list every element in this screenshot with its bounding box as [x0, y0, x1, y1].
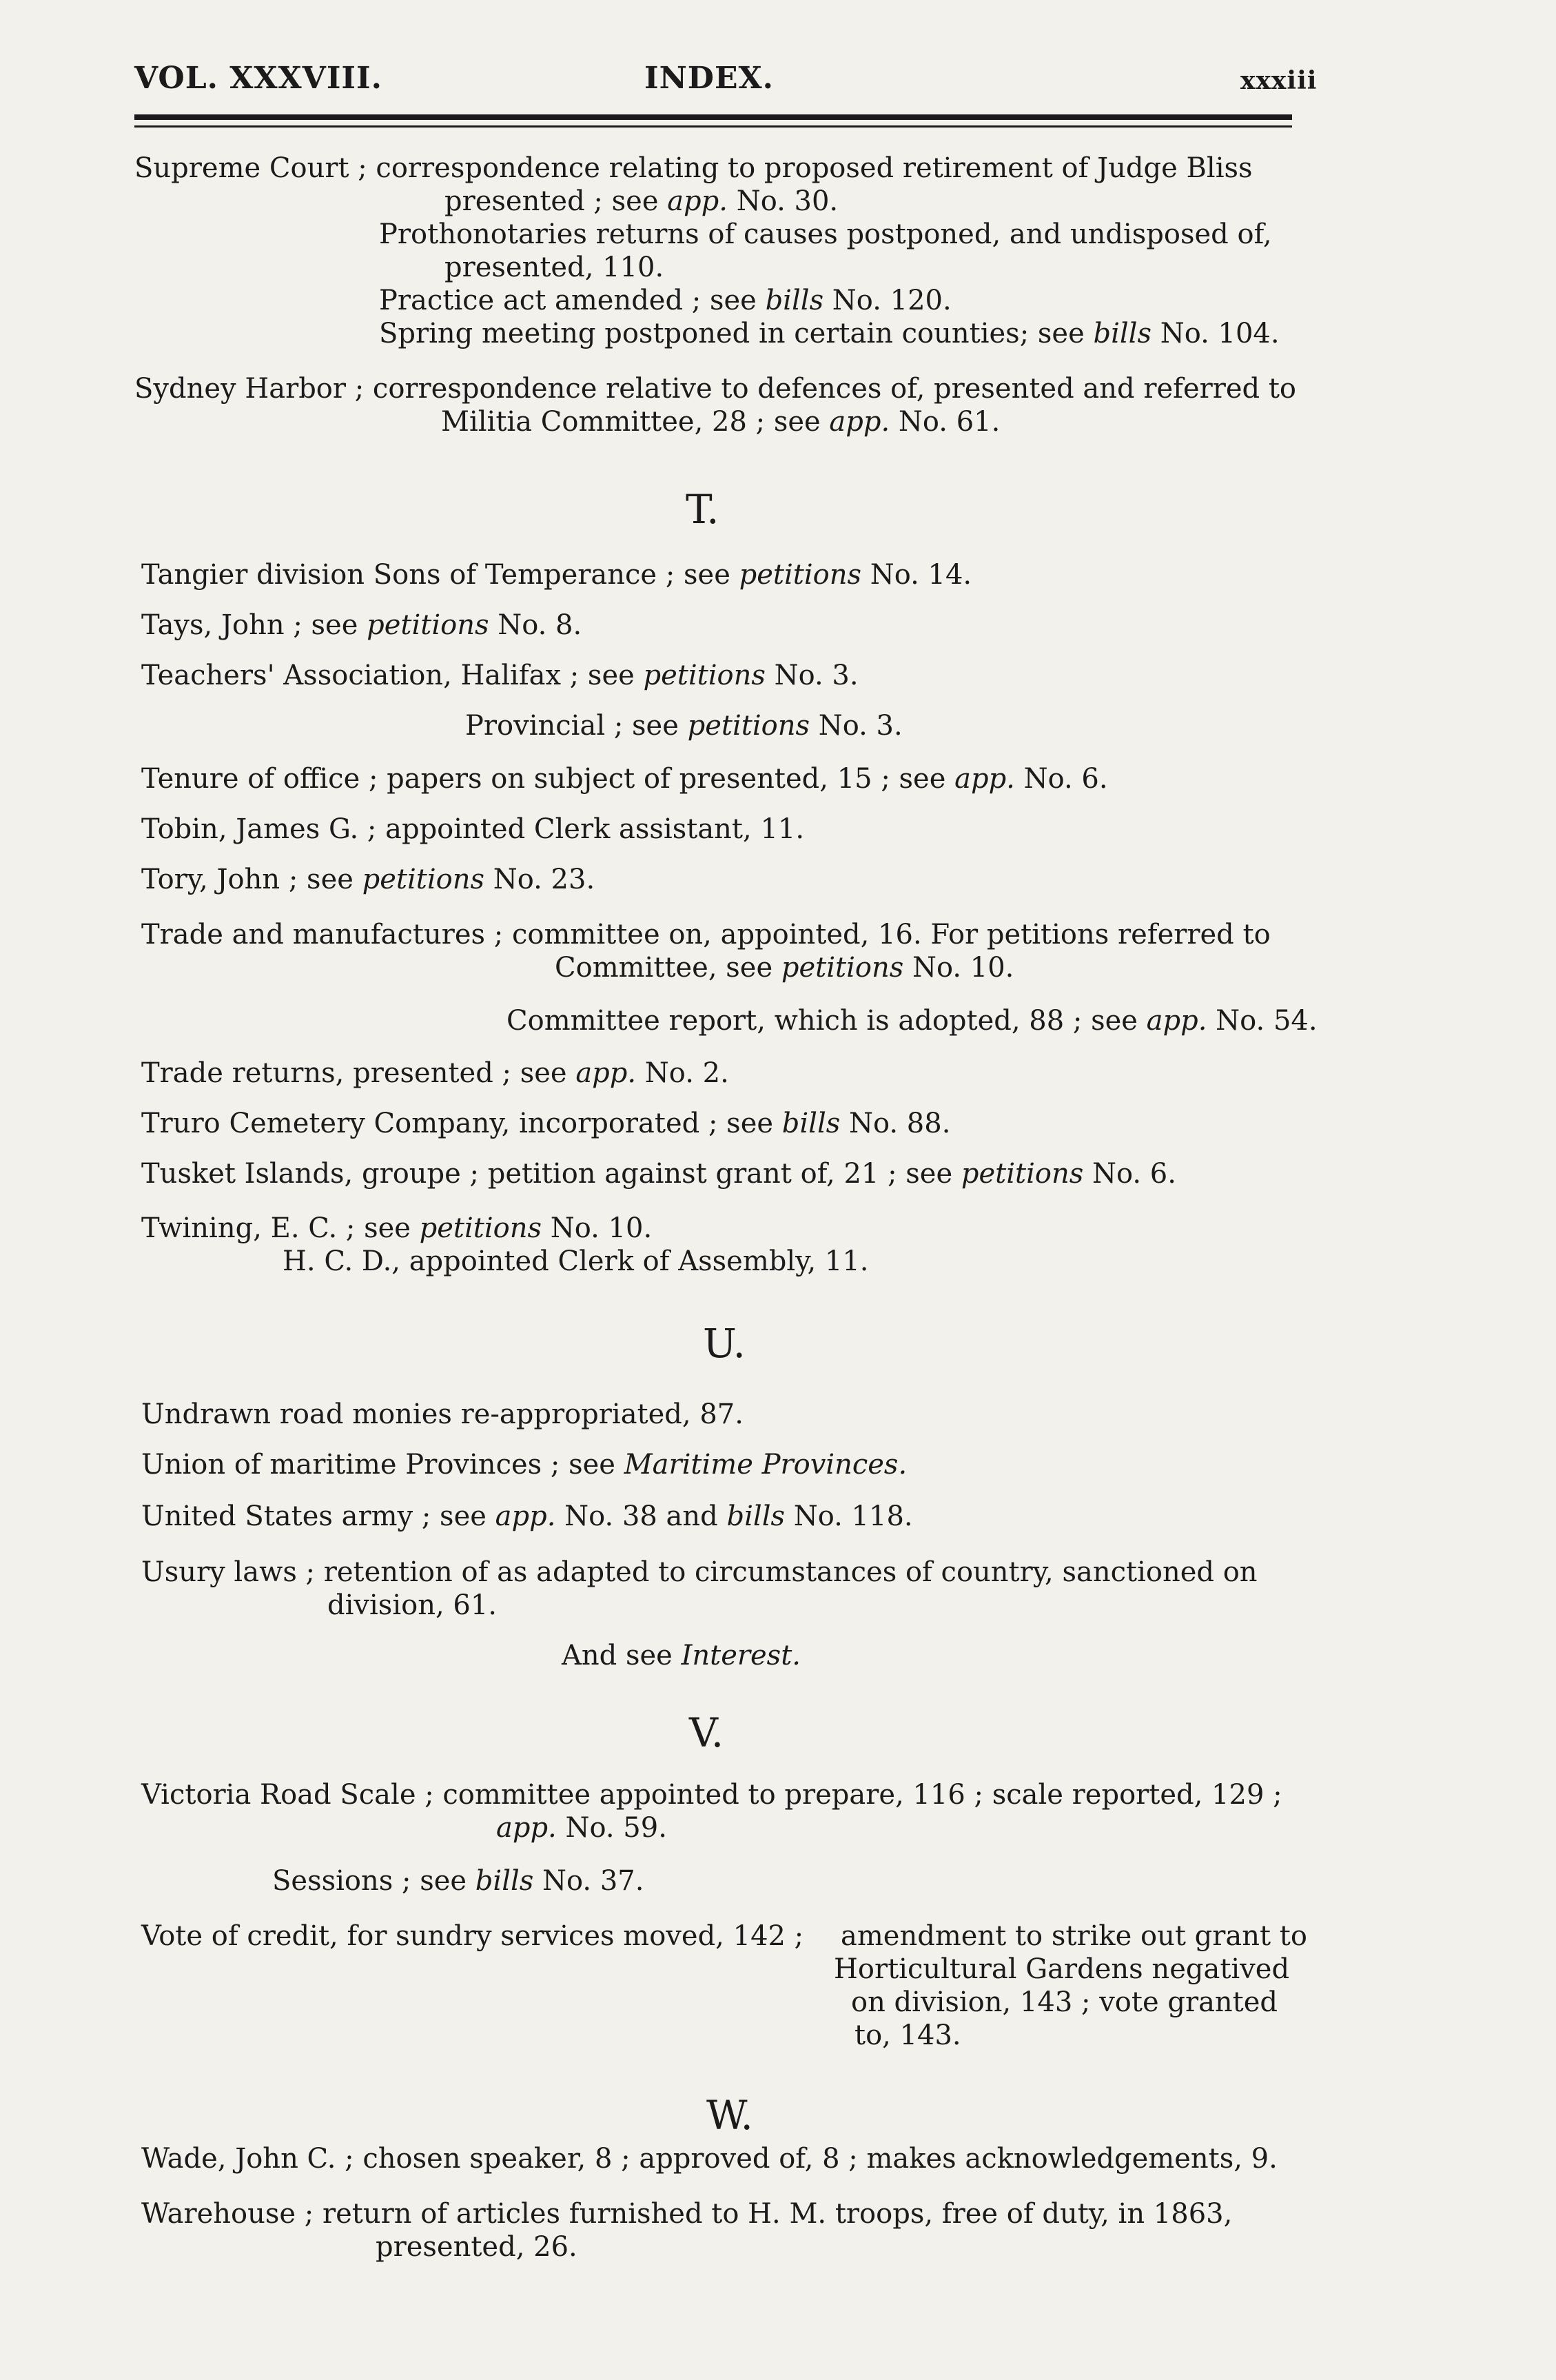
index-line: [141, 1501, 913, 1532]
italic-reference: bills: [1093, 318, 1151, 349]
italic-reference: app.: [1146, 1005, 1207, 1037]
index-line: [141, 660, 859, 691]
index-line: [555, 953, 1014, 983]
line-text: Sessions ; see: [272, 1865, 475, 1897]
line-text: Supreme Court ; correspondence relating to proposed retirement of Judge Bliss: [134, 152, 1253, 184]
line-text: W.: [706, 2092, 753, 2139]
index-line: [506, 1006, 1318, 1036]
italic-reference: app.: [496, 1812, 557, 1844]
line-text: Union of maritime Provinces ; see: [141, 1449, 624, 1481]
index-line: [134, 374, 1296, 404]
index-line: [141, 1921, 803, 1951]
italic-reference: petitions: [643, 660, 766, 691]
line-text: No. 59.: [556, 1812, 667, 1844]
line-text: to, 143.: [854, 2020, 961, 2051]
italic-reference: petitions: [739, 559, 861, 591]
line-text: No. 88.: [840, 1108, 951, 1139]
italic-reference: petitions: [367, 609, 489, 641]
section-letter: [703, 1320, 746, 1367]
index-line: [141, 1557, 1258, 1587]
index-line: [465, 711, 903, 741]
line-text: Spring meeting postponed in certain counties; see: [379, 318, 1094, 349]
header-rule-thick: [134, 114, 1292, 120]
italic-reference: app.: [954, 763, 1015, 795]
index-line: [141, 1108, 950, 1139]
index-line: [141, 2144, 1278, 2174]
line-text: No. 104.: [1151, 318, 1280, 349]
index-line: [141, 814, 804, 844]
index-line: [141, 919, 1271, 950]
index-line: [141, 1399, 744, 1430]
italic-reference: bills: [765, 285, 824, 316]
italic-reference: bills: [475, 1865, 534, 1897]
line-text: Warehouse ; return of articles furnished to H. M. troops, free of duty, in 1863,: [141, 2198, 1233, 2230]
line-text: Practice act amended ; see: [379, 285, 766, 316]
line-text: No. 61.: [890, 406, 1001, 438]
index-line: [562, 1640, 801, 1671]
line-text: Teachers' Association, Halifax ; see: [141, 660, 644, 691]
italic-reference: bills: [781, 1108, 841, 1139]
italic-reference: Interest.: [681, 1640, 801, 1671]
line-text: No. 14.: [861, 559, 972, 591]
line-text: presented, 110.: [444, 252, 664, 283]
line-text: Trade returns, presented ; see: [141, 1057, 576, 1089]
line-text: presented ; see: [444, 185, 668, 217]
index-line: [379, 285, 952, 316]
index-line: [841, 1921, 1307, 1951]
line-text: Tenure of office ; papers on subject of presented, 15 ; see: [141, 763, 955, 795]
line-text: No. 10.: [903, 952, 1014, 984]
line-text: T.: [686, 486, 719, 533]
line-text: No. 54.: [1207, 1005, 1318, 1037]
index-line: [444, 186, 838, 216]
line-text: Vote of credit, for sundry services moved, 142 ;: [141, 1920, 804, 1952]
index-line: [141, 1450, 907, 1480]
line-text: U.: [703, 1320, 746, 1367]
section-letter: [686, 486, 719, 533]
italic-reference: app.: [495, 1501, 556, 1532]
line-text: No. 10.: [542, 1212, 653, 1244]
line-text: Undrawn road monies re-appropriated, 87.: [141, 1398, 744, 1430]
line-text: Tays, John ; see: [141, 609, 367, 641]
line-text: amendment to strike out grant to: [841, 1920, 1307, 1952]
line-text: Provincial ; see: [465, 710, 688, 742]
line-text: Horticultural Gardens negatived: [834, 1953, 1290, 1985]
line-text: H. C. D., appointed Clerk of Assembly, 11.: [283, 1245, 869, 1277]
italic-reference: petitions: [687, 710, 810, 742]
line-text: Trade and manufactures ; committee on, appointed, 16. For petitions referred to: [141, 919, 1271, 950]
line-text: Tusket Islands, groupe ; petition against grant of, 21 ; see: [141, 1158, 961, 1190]
index-line: [141, 764, 1108, 794]
line-text: Prothonotaries returns of causes postponed, and undisposed of,: [379, 218, 1272, 250]
italic-reference: petitions: [362, 864, 485, 895]
index-line: [141, 1213, 652, 1243]
index-line: [141, 560, 972, 590]
line-text: Committee, see: [555, 952, 781, 984]
index-line: [134, 153, 1253, 183]
line-text: No. 3.: [810, 710, 903, 742]
running-head-page: xxxiii: [1240, 66, 1318, 95]
index-line: [272, 1866, 644, 1896]
italic-reference: petitions: [419, 1212, 542, 1244]
line-text: Truro Cemetery Company, incorporated ; see: [141, 1108, 782, 1139]
index-line: [379, 219, 1272, 250]
index-line: [141, 610, 582, 640]
line-text: No. 6.: [1014, 763, 1108, 795]
line-text: No. 118.: [785, 1501, 913, 1532]
line-text: Victoria Road Scale ; committee appointed to prepare, 116 ; scale reported, 129 ;: [141, 1779, 1282, 1811]
line-text: Tory, John ; see: [141, 864, 362, 895]
line-text: No. 23.: [484, 864, 595, 895]
line-text: No. 38 and: [555, 1501, 727, 1532]
index-line: [141, 864, 595, 895]
line-text: Usury laws ; retention of as adapted to circumstances of country, sanctioned on: [141, 1556, 1258, 1588]
index-line: [496, 1813, 667, 1843]
line-text: V.: [689, 1709, 724, 1756]
line-text: No. 120.: [823, 285, 952, 316]
italic-reference: petitions: [781, 952, 904, 984]
index-line: [851, 1987, 1278, 2017]
line-text: No. 6.: [1083, 1158, 1176, 1190]
running-head-title: INDEX.: [644, 61, 774, 96]
index-line: [141, 1058, 729, 1088]
line-text: No. 8.: [489, 609, 582, 641]
italic-reference: bills: [726, 1501, 786, 1532]
italic-reference: app.: [575, 1057, 637, 1089]
italic-reference: app.: [829, 406, 890, 438]
line-text: Tangier division Sons of Temperance ; see: [141, 559, 739, 591]
line-text: No. 2.: [636, 1057, 729, 1089]
line-text: United States army ; see: [141, 1501, 495, 1532]
header-rule-thin: [134, 125, 1292, 128]
italic-reference: app.: [667, 185, 728, 217]
index-line: [379, 318, 1280, 349]
running-head-volume: VOL. XXXVIII.: [134, 61, 382, 96]
line-text: division, 61.: [327, 1589, 497, 1621]
italic-reference: Maritime Provinces.: [624, 1449, 908, 1481]
index-line: [444, 252, 664, 283]
index-line: [376, 2232, 577, 2262]
index-line: [834, 1954, 1289, 1984]
line-text: Twining, E. C. ; see: [141, 1212, 420, 1244]
index-line: [141, 1780, 1282, 1810]
line-text: Wade, John C. ; chosen speaker, 8 ; approved of, 8 ; makes acknowledgements, 9.: [141, 2143, 1278, 2175]
index-line: [327, 1590, 497, 1620]
italic-reference: petitions: [961, 1158, 1084, 1190]
line-text: Militia Committee, 28 ; see: [441, 406, 830, 438]
line-text: No. 3.: [765, 660, 859, 691]
line-text: on division, 143 ; vote granted: [851, 1986, 1278, 2018]
line-text: Committee report, which is adopted, 88 ; see: [506, 1005, 1147, 1037]
section-letter: [706, 2092, 753, 2139]
index-line: [283, 1246, 869, 1277]
line-text: No. 30.: [727, 185, 839, 217]
index-line: [441, 407, 1000, 437]
section-letter: [689, 1709, 724, 1756]
line-text: Tobin, James G. ; appointed Clerk assistant, 11.: [141, 813, 805, 845]
index-line: [854, 2020, 961, 2051]
line-text: No. 37.: [533, 1865, 644, 1897]
index-line: [141, 2199, 1232, 2229]
line-text: presented, 26.: [376, 2231, 577, 2263]
line-text: And see: [562, 1640, 682, 1671]
line-text: Sydney Harbor ; correspondence relative to defences of, presented and referred to: [134, 373, 1297, 405]
index-line: [141, 1159, 1176, 1189]
